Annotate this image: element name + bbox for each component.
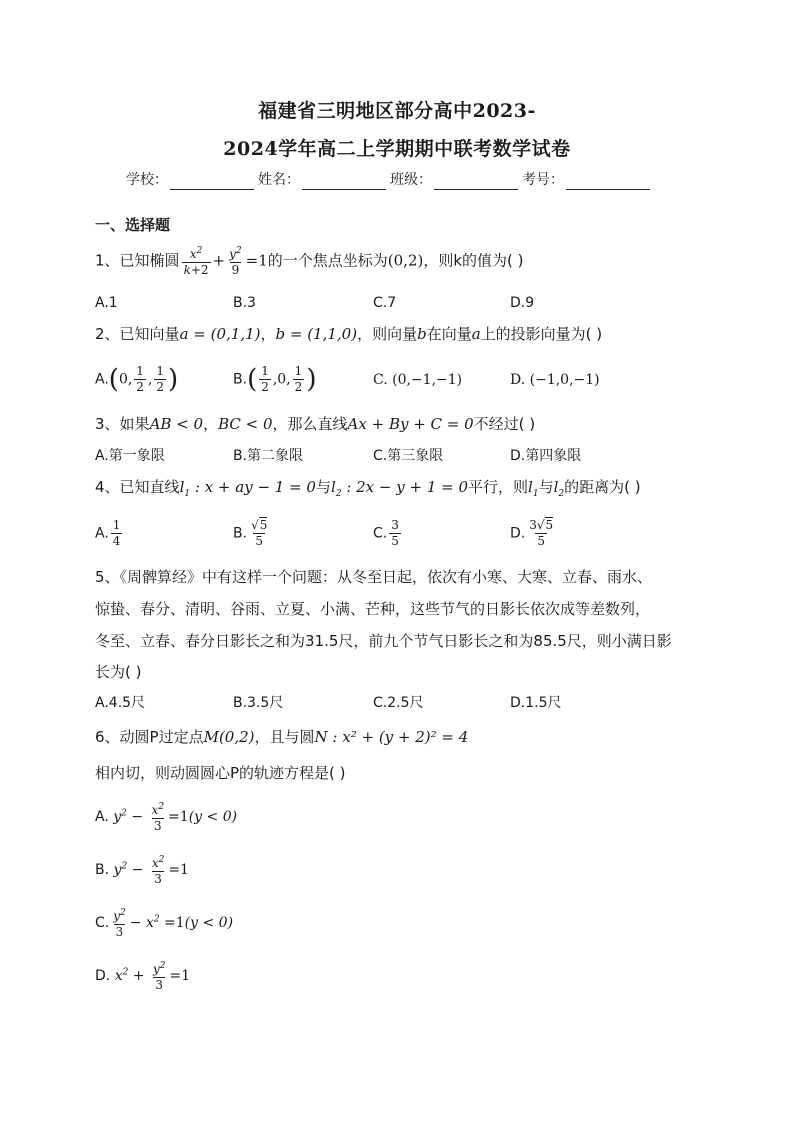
- math-expression: BC < 0: [218, 415, 273, 433]
- question-5-line-2: 惊蛰、春分、清明、谷雨、立夏、小满、芒种，这些节气的日影长依次成等差数列，: [95, 600, 651, 618]
- question-text: ，则k的值为( ): [423, 251, 524, 270]
- option-label: B.: [233, 525, 248, 542]
- math-expression: a = (0,1,1): [179, 325, 261, 343]
- option-c[interactable]: C.2.5尺: [373, 695, 424, 711]
- question-number: 1、: [95, 251, 120, 270]
- question-1: 1、已知椭圆 $\frac{x^2}{k+2}$ + $\frac{y^2}{9}$ =1的一个焦点坐标为(0,2)，则k的值为( ): [95, 246, 524, 277]
- option-c[interactable]: C. (0,−1,−1): [373, 372, 463, 388]
- question-3: [95, 413, 535, 435]
- question-number: 6、: [95, 728, 120, 746]
- question-5-line-3: 冬至、立春、春分日影长之和为31.5尺，前九个节气日影长之和为85.5尺，则小满日影: [95, 632, 672, 650]
- option-label: C.: [95, 915, 110, 931]
- exam-number-label: 考号：: [522, 172, 564, 188]
- math-expression: M(0,2): [203, 728, 255, 746]
- math-expression: 2x − y + 1 = 0: [356, 478, 469, 496]
- school-field[interactable]: [126, 170, 254, 190]
- option-label: C.: [373, 525, 388, 542]
- question-text: 与: [315, 478, 331, 496]
- question-text: 如果: [119, 415, 150, 433]
- question-text: 《周髀算经》中有这样一个问题：从冬至日起，依次有小寒、大寒、立春、雨水、: [119, 568, 653, 586]
- option-label: D.: [95, 968, 111, 984]
- option-a[interactable]: A.第一象限: [95, 448, 165, 464]
- option-label: A.: [95, 525, 109, 542]
- option-a[interactable]: A.(0, $\frac{1}{2}$ , $\frac{1}{2}$ ): [95, 364, 179, 395]
- option-b[interactable]: B.3: [233, 295, 256, 311]
- question-text: ，且与圆: [254, 728, 315, 746]
- option-d[interactable]: D. (−1,0,−1): [510, 372, 600, 388]
- option-d[interactable]: D.9: [510, 295, 535, 311]
- question-number: 4、: [95, 478, 120, 496]
- section-heading: 一、选择题: [95, 216, 171, 234]
- question-text: 的距离为( ): [564, 478, 641, 496]
- option-d[interactable]: D.第四象限: [510, 448, 582, 464]
- exam-number-field[interactable]: [522, 170, 650, 190]
- question-text: ，: [203, 415, 219, 433]
- math-expression: b = (1,1,0): [275, 325, 358, 343]
- fraction: $\frac{x^2}{k+2}$: [183, 246, 209, 277]
- student-info-row: [126, 170, 654, 190]
- question-text: 已知直线: [119, 478, 180, 496]
- question-text: 动圆P过定点: [119, 728, 204, 746]
- question-text: 上的投影向量为( ): [480, 325, 603, 343]
- question-number: 2、: [95, 325, 120, 343]
- question-text: 已知椭圆: [119, 251, 180, 270]
- option-label: A.: [95, 371, 109, 388]
- option-label: B.: [95, 862, 110, 878]
- option-a[interactable]: A. $y^2$ − $\frac{x^2}{3}$ =1(y < 0): [95, 802, 238, 833]
- question-text: ，那么直线: [272, 415, 348, 433]
- name-label: 姓名：: [258, 172, 300, 188]
- math-expression: Ax + By + C = 0: [347, 415, 474, 433]
- question-5-line-4: 长为( ): [95, 663, 142, 681]
- option-d[interactable]: D. $x^2$ + $\frac{y^2}{3}$ =1: [95, 961, 191, 992]
- question-2: 2、已知向量a = (0,1,1)，b = (1,1,0)，则向量b在向量a上的投影向量为( ): [95, 325, 603, 343]
- option-b[interactable]: B.3.5尺: [233, 695, 284, 711]
- option-b[interactable]: B.第二象限: [233, 448, 304, 464]
- fraction: $\frac{y^2}{9}$: [229, 246, 242, 277]
- question-5-line-1: [95, 566, 652, 588]
- class-label: 班级：: [390, 172, 432, 188]
- name-field[interactable]: [258, 170, 386, 190]
- question-text: 的一个焦点坐标为: [267, 251, 388, 270]
- math-expression: x + ay − 1 = 0: [204, 478, 316, 496]
- question-number: 3、: [95, 415, 120, 433]
- question-text: 在向量: [426, 325, 472, 343]
- name-blank[interactable]: [302, 174, 386, 190]
- class-field[interactable]: [390, 170, 518, 190]
- option-b[interactable]: B. $\frac{√5}{5}$: [233, 518, 268, 548]
- question-text: ，则向量: [357, 325, 418, 343]
- exam-title-line2: 2024学年高二上学期期中联考数学试卷: [223, 138, 571, 160]
- math-expression: AB < 0: [149, 415, 204, 433]
- option-c[interactable]: C. $\frac{y^2}{3}$ − $x^2 =1(y < 0)$: [95, 908, 234, 939]
- question-6-line-2: 相内切，则动圆圆心P的轨迹方程是( ): [95, 764, 346, 782]
- option-b[interactable]: B. $y^2$ − $\frac{x^2}{3}$ =1: [95, 855, 189, 886]
- exam-title-line1: 福建省三明地区部分高中2023-: [258, 100, 536, 122]
- question-number: 5、: [95, 568, 120, 586]
- exam-number-blank[interactable]: [566, 174, 650, 190]
- option-a[interactable]: A. $\frac{1}{4}$: [95, 518, 121, 548]
- math-expression: (0,2): [387, 251, 424, 270]
- option-a[interactable]: A.1: [95, 295, 118, 311]
- question-4: 4、已知直线$l_1$ : x + ay − 1 = 0与$l_2$ : 2x − y + 1 = 0平行，则$l_1$与$l_2$的距离为( ): [95, 478, 641, 499]
- option-c[interactable]: C. $\frac{3}{5}$: [373, 518, 399, 548]
- question-text: 平行，则: [468, 478, 529, 496]
- math-expression: N : x² + (y + 2)² = 4: [314, 728, 469, 746]
- option-d[interactable]: D.1.5尺: [510, 695, 562, 711]
- question-text: ，: [260, 325, 276, 343]
- question-text: 不经过( ): [473, 415, 536, 433]
- option-c[interactable]: C.第三象限: [373, 448, 444, 464]
- school-label: 学校：: [126, 172, 168, 188]
- option-label: A.: [95, 809, 109, 825]
- question-text: 与: [538, 478, 554, 496]
- question-text: 已知向量: [119, 325, 180, 343]
- school-blank[interactable]: [170, 174, 254, 190]
- option-label: B.: [233, 371, 248, 388]
- option-a[interactable]: A.4.5尺: [95, 695, 146, 711]
- option-b[interactable]: B.( $\frac{1}{2}$ ,0, $\frac{1}{2}$ ): [233, 364, 317, 395]
- question-6-line-1: [95, 726, 468, 748]
- option-label: D.: [510, 525, 526, 542]
- class-blank[interactable]: [434, 174, 518, 190]
- option-c[interactable]: C.7: [373, 295, 397, 311]
- option-d[interactable]: D. $\frac{3√5}{5}$: [510, 518, 554, 548]
